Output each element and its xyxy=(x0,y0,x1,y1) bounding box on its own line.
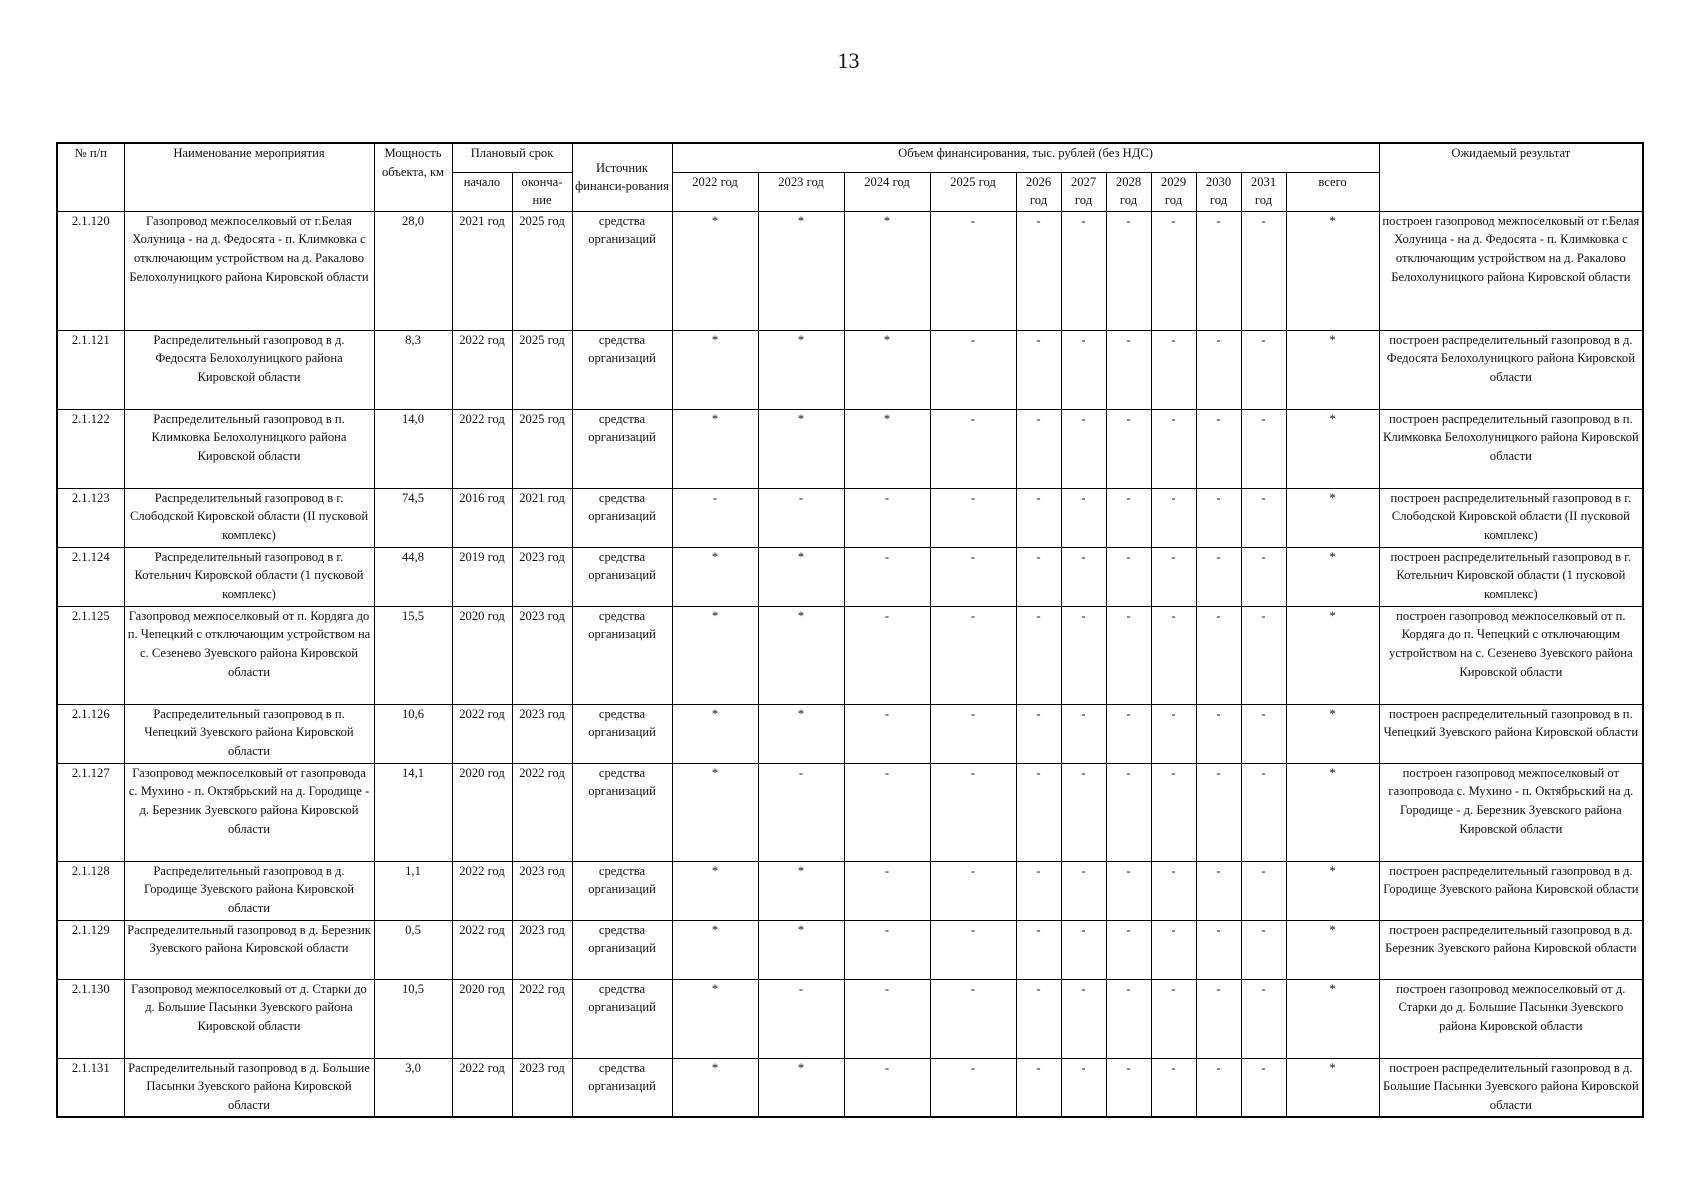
row-year-value: - xyxy=(930,979,1016,1058)
row-total: * xyxy=(1286,409,1379,488)
row-num: 2.1.120 xyxy=(57,211,124,330)
header-end: оконча-ние xyxy=(512,172,572,211)
row-year-value: - xyxy=(1016,488,1061,547)
row-year-value: - xyxy=(930,211,1016,330)
row-year-value: * xyxy=(758,704,844,763)
row-total: * xyxy=(1286,979,1379,1058)
row-source: средства организаций xyxy=(572,211,672,330)
row-year-value: - xyxy=(1196,547,1241,606)
row-name: Газопровод межпоселковый от д. Старки до д. Большие Пасынки Зуевского района Кировской области xyxy=(124,979,374,1058)
row-year-value: - xyxy=(1016,979,1061,1058)
row-year-value: * xyxy=(672,1058,758,1117)
row-source: средства организаций xyxy=(572,920,672,979)
row-year-value: - xyxy=(1151,330,1196,409)
row-total: * xyxy=(1286,1058,1379,1117)
row-start: 2020 год xyxy=(452,606,512,704)
row-year-value: * xyxy=(844,330,930,409)
row-year-value: - xyxy=(1061,330,1106,409)
row-year-value: - xyxy=(1196,409,1241,488)
row-year-value: - xyxy=(1106,488,1151,547)
header-name: Наименование мероприятия xyxy=(124,143,374,211)
row-name: Распределительный газопровод в д. Федосята Белохолуницкого района Кировской области xyxy=(124,330,374,409)
row-num: 2.1.126 xyxy=(57,704,124,763)
row-year-value: - xyxy=(1151,979,1196,1058)
row-start: 2020 год xyxy=(452,763,512,861)
row-start: 2016 год xyxy=(452,488,512,547)
row-year-value: - xyxy=(1196,979,1241,1058)
row-year-value: - xyxy=(1106,211,1151,330)
row-capacity: 1,1 xyxy=(374,861,452,920)
row-result: построен распределительный газопровод в г. Котельнич Кировской области (1 пусковой комплекс) xyxy=(1379,547,1643,606)
row-end: 2025 год xyxy=(512,330,572,409)
row-year-value: - xyxy=(1151,211,1196,330)
row-year-value: - xyxy=(1106,1058,1151,1117)
row-start: 2022 год xyxy=(452,409,512,488)
row-capacity: 3,0 xyxy=(374,1058,452,1117)
row-result: построен распределительный газопровод в д. Березник Зуевского района Кировской области xyxy=(1379,920,1643,979)
row-year-value: * xyxy=(758,920,844,979)
row-total: * xyxy=(1286,547,1379,606)
row-year-value: * xyxy=(672,704,758,763)
row-year-value: - xyxy=(1106,704,1151,763)
row-year-value: - xyxy=(1241,409,1286,488)
row-year-value: - xyxy=(844,1058,930,1117)
row-year-value: * xyxy=(672,920,758,979)
row-year-value: - xyxy=(1061,211,1106,330)
row-source: средства организаций xyxy=(572,606,672,704)
header-source: Источник финанси-рования xyxy=(572,143,672,211)
row-capacity: 10,5 xyxy=(374,979,452,1058)
row-year-value: * xyxy=(758,861,844,920)
row-start: 2019 год xyxy=(452,547,512,606)
row-year-value: * xyxy=(672,606,758,704)
header-year: 2029 год xyxy=(1151,172,1196,211)
row-total: * xyxy=(1286,211,1379,330)
table-row xyxy=(57,488,1643,547)
row-year-value: - xyxy=(1241,1058,1286,1117)
row-year-value: - xyxy=(1196,330,1241,409)
row-year-value: * xyxy=(844,211,930,330)
row-result: построен распределительный газопровод в д. Федосята Белохолуницкого района Кировской области xyxy=(1379,330,1643,409)
row-name: Распределительный газопровод в п. Климковка Белохолуницкого района Кировской области xyxy=(124,409,374,488)
row-year-value: - xyxy=(1106,330,1151,409)
row-year-value: - xyxy=(1196,861,1241,920)
row-year-value: - xyxy=(1061,409,1106,488)
row-source: средства организаций xyxy=(572,763,672,861)
funding-plan-table xyxy=(56,142,1644,1118)
row-capacity: 44,8 xyxy=(374,547,452,606)
header-year: 2031 год xyxy=(1241,172,1286,211)
row-year-value: - xyxy=(1196,211,1241,330)
row-year-value: * xyxy=(672,861,758,920)
row-year-value: - xyxy=(1241,979,1286,1058)
row-year-value: - xyxy=(1196,704,1241,763)
row-year-value: - xyxy=(1061,1058,1106,1117)
row-source: средства организаций xyxy=(572,979,672,1058)
header-year: 2027 год xyxy=(1061,172,1106,211)
row-year-value: - xyxy=(1151,547,1196,606)
row-year-value: - xyxy=(844,763,930,861)
table-row xyxy=(57,920,1643,979)
row-capacity: 0,5 xyxy=(374,920,452,979)
row-start: 2022 год xyxy=(452,330,512,409)
row-capacity: 74,5 xyxy=(374,488,452,547)
row-total: * xyxy=(1286,920,1379,979)
row-year-value: - xyxy=(1016,409,1061,488)
row-end: 2025 год xyxy=(512,409,572,488)
row-year-value: - xyxy=(844,920,930,979)
row-year-value: - xyxy=(1151,920,1196,979)
row-year-value: - xyxy=(1061,547,1106,606)
row-year-value: - xyxy=(844,606,930,704)
row-year-value: - xyxy=(1151,763,1196,861)
row-year-value: - xyxy=(1106,920,1151,979)
row-result: построен газопровод межпоселковый от п. Кордяга до п. Чепецкий с отключающим устройством на с. Сезенево Зуевского района Кировской области xyxy=(1379,606,1643,704)
table-row xyxy=(57,606,1643,704)
row-source: средства организаций xyxy=(572,1058,672,1117)
row-name: Распределительный газопровод в г. Котельнич Кировской области (1 пусковой комплекс) xyxy=(124,547,374,606)
row-year-value: * xyxy=(672,547,758,606)
table-row xyxy=(57,979,1643,1058)
row-total: * xyxy=(1286,488,1379,547)
table-row xyxy=(57,211,1643,330)
row-end: 2025 год xyxy=(512,211,572,330)
page-number: 13 xyxy=(837,48,860,73)
table-row xyxy=(57,1058,1643,1117)
row-year-value: - xyxy=(1106,409,1151,488)
row-source: средства организаций xyxy=(572,861,672,920)
row-year-value: - xyxy=(758,763,844,861)
row-capacity: 8,3 xyxy=(374,330,452,409)
row-year-value: - xyxy=(1016,606,1061,704)
row-name: Распределительный газопровод в г. Слободской Кировской области (II пусковой комплекс) xyxy=(124,488,374,547)
row-result: построен газопровод межпоселковый от г.Белая Холуница - на д. Федосята - п. Климковка с отключающим устройством на д. Ракалово Белохолуницкого района Кировской области xyxy=(1379,211,1643,330)
row-year-value: - xyxy=(844,704,930,763)
row-year-value: - xyxy=(1061,920,1106,979)
row-year-value: * xyxy=(844,409,930,488)
header-year: 2026 год xyxy=(1016,172,1061,211)
row-end: 2022 год xyxy=(512,979,572,1058)
row-year-value: - xyxy=(1196,1058,1241,1117)
row-year-value: - xyxy=(844,861,930,920)
row-capacity: 15,5 xyxy=(374,606,452,704)
row-year-value: - xyxy=(1061,606,1106,704)
row-year-value: - xyxy=(1241,704,1286,763)
row-start: 2020 год xyxy=(452,979,512,1058)
row-year-value: - xyxy=(844,547,930,606)
row-year-value: * xyxy=(672,763,758,861)
header-start: начало xyxy=(452,172,512,211)
row-year-value: - xyxy=(1016,330,1061,409)
row-year-value: * xyxy=(758,547,844,606)
row-year-value: - xyxy=(1241,606,1286,704)
header-year: 2025 год xyxy=(930,172,1016,211)
row-total: * xyxy=(1286,704,1379,763)
row-year-value: - xyxy=(1241,330,1286,409)
row-num: 2.1.125 xyxy=(57,606,124,704)
row-year-value: - xyxy=(930,488,1016,547)
row-year-value: - xyxy=(1061,704,1106,763)
row-year-value: - xyxy=(1016,920,1061,979)
row-source: средства организаций xyxy=(572,488,672,547)
row-year-value: - xyxy=(1241,547,1286,606)
row-year-value: * xyxy=(758,409,844,488)
table-row xyxy=(57,861,1643,920)
row-year-value: - xyxy=(844,979,930,1058)
row-total: * xyxy=(1286,606,1379,704)
row-year-value: - xyxy=(1106,763,1151,861)
row-year-value: - xyxy=(1241,861,1286,920)
header-num: № п/п xyxy=(57,143,124,211)
row-source: средства организаций xyxy=(572,704,672,763)
row-end: 2023 год xyxy=(512,606,572,704)
row-end: 2023 год xyxy=(512,704,572,763)
row-num: 2.1.130 xyxy=(57,979,124,1058)
row-num: 2.1.122 xyxy=(57,409,124,488)
row-source: средства организаций xyxy=(572,409,672,488)
row-num: 2.1.121 xyxy=(57,330,124,409)
row-year-value: - xyxy=(1016,211,1061,330)
row-result: построен распределительный газопровод в п. Чепецкий Зуевского района Кировской области xyxy=(1379,704,1643,763)
row-start: 2022 год xyxy=(452,861,512,920)
header-year: 2024 год xyxy=(844,172,930,211)
row-year-value: - xyxy=(1061,979,1106,1058)
row-year-value: * xyxy=(758,211,844,330)
row-start: 2021 год xyxy=(452,211,512,330)
row-year-value: - xyxy=(1016,704,1061,763)
row-year-value: - xyxy=(930,409,1016,488)
row-year-value: - xyxy=(930,606,1016,704)
header-year: 2022 год xyxy=(672,172,758,211)
row-result: построен распределительный газопровод в г. Слободской Кировской области (II пусковой комплекс) xyxy=(1379,488,1643,547)
header-funding: Объем финансирования, тыс. рублей (без НДС) xyxy=(672,143,1379,172)
row-year-value: - xyxy=(930,920,1016,979)
row-year-value: - xyxy=(1241,488,1286,547)
row-end: 2023 год xyxy=(512,920,572,979)
row-year-value: - xyxy=(1061,488,1106,547)
row-year-value: - xyxy=(1016,763,1061,861)
row-name: Распределительный газопровод в д. Городище Зуевского района Кировской области xyxy=(124,861,374,920)
row-capacity: 10,6 xyxy=(374,704,452,763)
row-year-value: - xyxy=(930,547,1016,606)
row-year-value: - xyxy=(1196,488,1241,547)
row-end: 2021 год xyxy=(512,488,572,547)
row-name: Распределительный газопровод в п. Чепецкий Зуевского района Кировской области xyxy=(124,704,374,763)
row-num: 2.1.131 xyxy=(57,1058,124,1117)
row-year-value: * xyxy=(672,979,758,1058)
table-row xyxy=(57,330,1643,409)
row-year-value: * xyxy=(758,330,844,409)
row-year-value: - xyxy=(1016,1058,1061,1117)
row-year-value: - xyxy=(1106,861,1151,920)
row-year-value: - xyxy=(1151,704,1196,763)
row-result: построен распределительный газопровод в п. Климковка Белохолуницкого района Кировской области xyxy=(1379,409,1643,488)
header-result: Ожидаемый результат xyxy=(1379,143,1643,211)
row-year-value: - xyxy=(930,330,1016,409)
row-year-value: * xyxy=(758,606,844,704)
row-year-value: * xyxy=(672,211,758,330)
row-num: 2.1.123 xyxy=(57,488,124,547)
row-source: средства организаций xyxy=(572,547,672,606)
row-name: Газопровод межпоселковый от п. Кордяга до п. Чепецкий с отключающим устройством на с. Сезенево Зуевского района Кировской области xyxy=(124,606,374,704)
row-year-value: - xyxy=(1151,861,1196,920)
row-num: 2.1.127 xyxy=(57,763,124,861)
row-year-value: - xyxy=(1196,606,1241,704)
row-year-value: - xyxy=(1241,763,1286,861)
row-result: построен распределительный газопровод в д. Городище Зуевского района Кировской области xyxy=(1379,861,1643,920)
row-start: 2022 год xyxy=(452,1058,512,1117)
table-row xyxy=(57,763,1643,861)
row-year-value: - xyxy=(1016,547,1061,606)
row-start: 2022 год xyxy=(452,704,512,763)
row-end: 2023 год xyxy=(512,861,572,920)
row-num: 2.1.124 xyxy=(57,547,124,606)
table-row xyxy=(57,704,1643,763)
row-num: 2.1.129 xyxy=(57,920,124,979)
row-year-value: - xyxy=(758,979,844,1058)
row-year-value: - xyxy=(1106,547,1151,606)
row-name: Распределительный газопровод в д. Большие Пасынки Зуевского района Кировской области xyxy=(124,1058,374,1117)
row-result: построен газопровод межпоселковый от д. Старки до д. Большие Пасынки Зуевского района Кировской области xyxy=(1379,979,1643,1058)
row-start: 2022 год xyxy=(452,920,512,979)
row-capacity: 14,0 xyxy=(374,409,452,488)
row-year-value: - xyxy=(1151,488,1196,547)
row-year-value: - xyxy=(1151,1058,1196,1117)
row-name: Газопровод межпоселковый от газопровода с. Мухино - п. Октябрьский на д. Городище - д. Березник Зуевского района Кировской области xyxy=(124,763,374,861)
row-end: 2022 год xyxy=(512,763,572,861)
row-result: построен газопровод межпоселковый от газопровода с. Мухино - п. Октябрьский на д. Городище - д. Березник Зуевского района Кировской области xyxy=(1379,763,1643,861)
row-year-value: - xyxy=(1151,606,1196,704)
row-year-value: - xyxy=(930,763,1016,861)
row-year-value: - xyxy=(1061,861,1106,920)
row-year-value: - xyxy=(1016,861,1061,920)
row-result: построен распределительный газопровод в д. Большие Пасынки Зуевского района Кировской области xyxy=(1379,1058,1643,1117)
row-year-value: - xyxy=(1106,979,1151,1058)
header-year: 2023 год xyxy=(758,172,844,211)
row-year-value: * xyxy=(672,330,758,409)
header-year: 2030 год xyxy=(1196,172,1241,211)
header-capacity: Мощность объекта, км xyxy=(374,143,452,211)
row-end: 2023 год xyxy=(512,1058,572,1117)
row-year-value: - xyxy=(1151,409,1196,488)
header-total: всего xyxy=(1286,172,1379,211)
row-capacity: 14,1 xyxy=(374,763,452,861)
row-year-value: - xyxy=(672,488,758,547)
row-num: 2.1.128 xyxy=(57,861,124,920)
row-total: * xyxy=(1286,330,1379,409)
row-total: * xyxy=(1286,861,1379,920)
table-row xyxy=(57,547,1643,606)
row-year-value: - xyxy=(1196,920,1241,979)
header-year: 2028 год xyxy=(1106,172,1151,211)
row-year-value: - xyxy=(930,704,1016,763)
row-source: средства организаций xyxy=(572,330,672,409)
row-year-value: - xyxy=(1106,606,1151,704)
row-year-value: - xyxy=(930,861,1016,920)
row-year-value: * xyxy=(758,1058,844,1117)
row-end: 2023 год xyxy=(512,547,572,606)
row-name: Распределительный газопровод в д. Березник Зуевского района Кировской области xyxy=(124,920,374,979)
row-year-value: - xyxy=(1061,763,1106,861)
row-year-value: - xyxy=(1241,211,1286,330)
row-name: Газопровод межпоселковый от г.Белая Холуница - на д. Федосята - п. Климковка с отключающим устройством на д. Ракалово Белохолуницкого района Кировской области xyxy=(124,211,374,330)
row-total: * xyxy=(1286,763,1379,861)
header-term: Плановый срок xyxy=(452,143,572,172)
table-row xyxy=(57,409,1643,488)
row-year-value: - xyxy=(844,488,930,547)
row-year-value: * xyxy=(672,409,758,488)
row-year-value: - xyxy=(1241,920,1286,979)
row-capacity: 28,0 xyxy=(374,211,452,330)
row-year-value: - xyxy=(758,488,844,547)
row-year-value: - xyxy=(930,1058,1016,1117)
row-year-value: - xyxy=(1196,763,1241,861)
